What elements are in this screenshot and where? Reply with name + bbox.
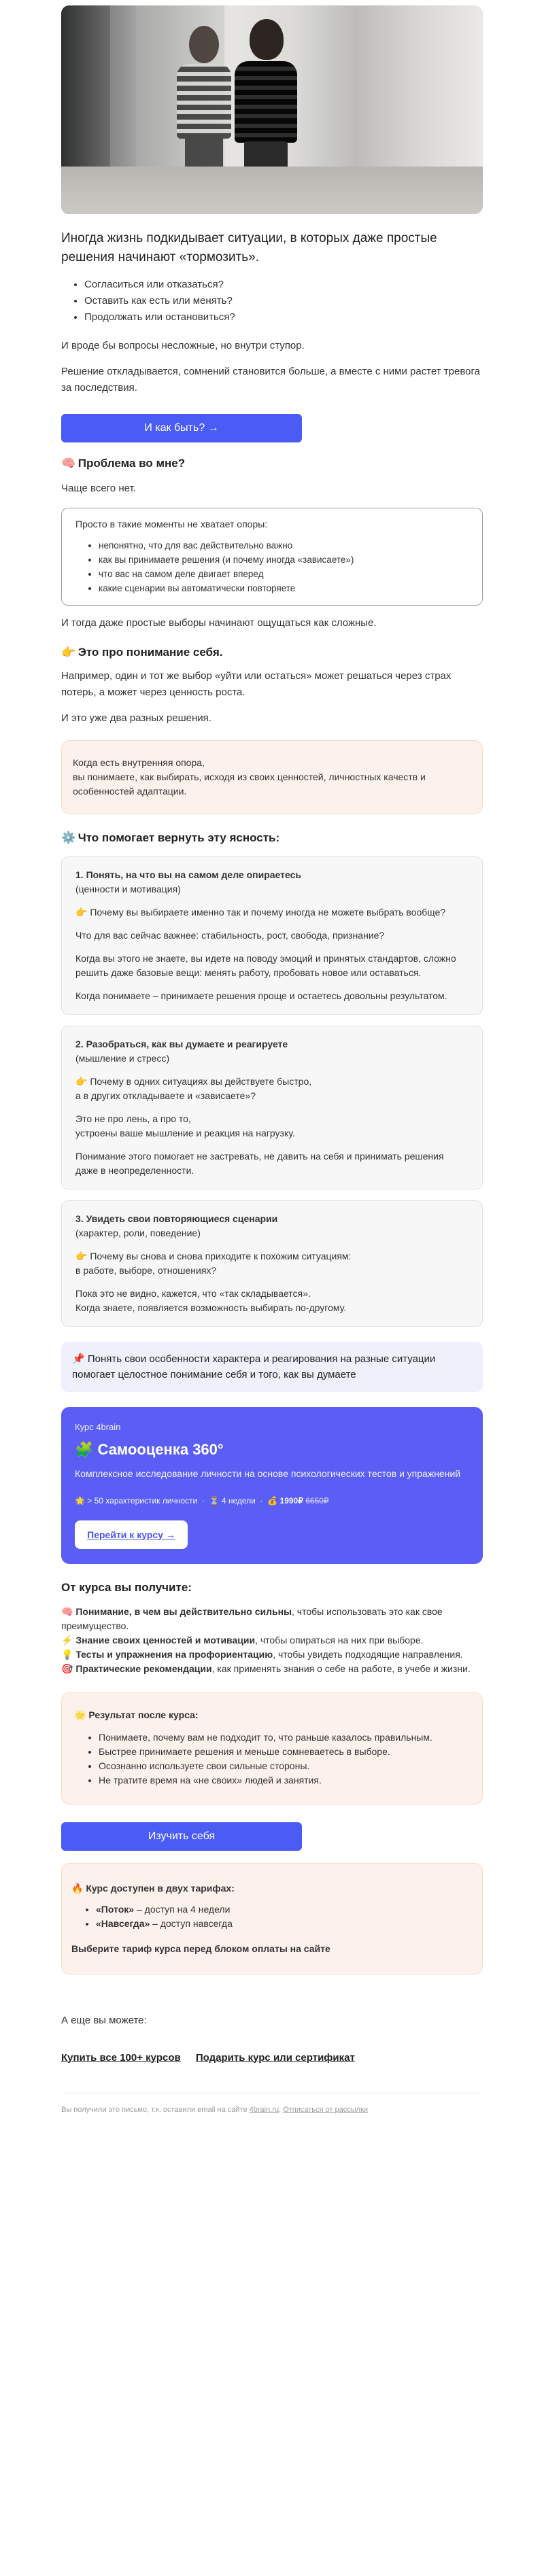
unsubscribe-link[interactable]: Отписаться от рассылки (283, 2106, 369, 2114)
list-item: • какие сценарии вы автоматически повторяете (99, 581, 469, 595)
cta-how-button[interactable]: И как быть? → (61, 414, 302, 442)
list-item: • Согласиться или отказаться? (84, 277, 483, 293)
course-card (61, 1407, 483, 1564)
list-item: • как вы принимаете решения (и почему иногда «зависаете») (99, 553, 469, 567)
problem-title: Проблема во мне? (78, 457, 186, 470)
support-box (61, 508, 483, 606)
intro-lead: Иногда жизнь подкидывает ситуации, в которых даже простые решения начинают «тормозить». (61, 231, 437, 264)
card-subtitle: (характер, роли, поведение) (75, 1228, 201, 1238)
intro-paragraph: Решение откладывается, сомнений становится больше, а вместе с ними растет тревога за последствия. (61, 366, 480, 394)
result-box (61, 1692, 483, 1805)
callout-line: вы понимаете, как выбирать, исходя из своих ценностей, личностных качеств и особенностей адаптации. (73, 771, 426, 797)
more-heading: А еще вы можете: (61, 2014, 147, 2026)
email-body (61, 0, 483, 2116)
card-question: 👉 Почему вы снова и снова приходите к похожим ситуациям: (75, 1251, 352, 1261)
outcome-bold: Практические рекомендации (75, 1663, 212, 1674)
problem-after: И тогда даже простые выборы начинают ощущаться как сложные. (61, 617, 377, 629)
clarity-card-2 (61, 1026, 483, 1189)
card-question: 👉 Почему вы выбираете именно так и почему иногда не можете выбрать вообще? (75, 907, 446, 918)
outcome-rest: , чтобы опираться на них при выборе. (255, 1634, 424, 1646)
list-item (61, 1648, 483, 1662)
understanding-title: Это про понимание себя. (78, 646, 223, 659)
clarity-heading (61, 829, 483, 847)
pointing-hand-icon: 👉 (61, 646, 76, 659)
support-list (99, 538, 469, 595)
outcome-bold: Знание своих ценностей и мотивации (75, 1634, 256, 1646)
intro-list (84, 277, 483, 326)
tariff-list (96, 1902, 470, 1931)
inner-support-callout (61, 740, 483, 814)
card-question-cont: в работе, выборе, отношениях? (75, 1265, 217, 1276)
tariff-heading (71, 1881, 470, 1896)
outcome-rest: , как применять знания о себе на работе, в учебе и жизни. (211, 1663, 471, 1674)
tariff-desc: – доступ на 4 недели (134, 1903, 231, 1915)
list-item: • Быстрее принимаете решения и меньше сомневаетесь в выборе. (99, 1745, 470, 1759)
brain-icon: 🧠 (61, 1605, 73, 1617)
course-description: Комплексное исследование личности на основе психологических тестов и упражнений (75, 1467, 461, 1479)
pin-icon: 📌 (72, 1353, 85, 1365)
card-paragraph: Это не про лень, а про то, (75, 1113, 191, 1124)
course-meta: 🌟 > 50 характеристик личности · ⏳ 4 недели · 💰 1990₽ 6650₽ (75, 1495, 329, 1505)
callout-line: Когда есть внутренняя опора, (73, 757, 205, 768)
list-item (96, 1917, 470, 1931)
outcome-rest: , чтобы увидеть подходящие направления. (273, 1648, 463, 1660)
course-name: Самооценка 360° (97, 1440, 224, 1458)
price-old: 6650₽ (305, 1495, 329, 1505)
tariff-box (61, 1863, 483, 1974)
card-paragraph: Что для вас сейчас важнее: стабильность, рост, свобода, признание? (75, 930, 385, 941)
list-item: • Осознанно используете свои сильные стороны. (99, 1759, 470, 1773)
tariff-name: «Поток» (96, 1903, 135, 1915)
outcome-rest: , чтобы использовать это как свое преимущество. (61, 1605, 443, 1631)
price-new: 1990₽ (279, 1495, 303, 1505)
card-title: 1. Понять, на что вы на самом деле опираетесь (75, 869, 301, 880)
card-paragraph: Когда понимаете – принимаете решения проще и остаетесь довольны результатом. (75, 990, 447, 1001)
footer: Вы получили это письмо, т.к. оставили email на сайте 4brain.ru. Отписаться от рассылки (61, 2093, 483, 2116)
list-item (61, 1633, 483, 1648)
clarity-card-3 (61, 1200, 483, 1327)
tariff-note: Выберите тариф курса перед блоком оплаты на сайте (71, 1943, 330, 1954)
tariff-desc: – доступ навсегда (150, 1917, 233, 1929)
outcomes-heading: От курса вы получите: (61, 1580, 192, 1594)
problem-text: Чаще всего нет. (61, 483, 136, 494)
traits-badge: 🌟 > 50 характеристик личности (75, 1495, 198, 1505)
course-kicker: Курс 4brain (75, 1422, 121, 1432)
tariff-title: Курс доступен в двух тарифах: (86, 1882, 235, 1894)
list-item: • Не тратите время на «не своих» людей и занятия. (99, 1773, 470, 1788)
lightning-icon: ⚡ (61, 1634, 73, 1646)
floor-shape (61, 167, 483, 214)
clarity-card-1 (61, 856, 483, 1015)
lightbulb-icon: 💡 (61, 1648, 73, 1660)
site-link[interactable]: 4brain.ru (249, 2106, 279, 2114)
star-icon: 🌟 (74, 1709, 86, 1720)
card-paragraph: устроены ваше мышление и реакция на нагрузку. (75, 1128, 295, 1138)
result-list (99, 1730, 470, 1788)
money-icon: 💰 (267, 1495, 278, 1505)
puzzle-icon: 🧩 (75, 1440, 94, 1458)
list-item: • Продолжать или остановиться? (84, 309, 483, 326)
go-to-course-button[interactable]: Перейти к курсу → (75, 1520, 188, 1549)
course-title (75, 1440, 469, 1460)
target-icon: 🎯 (61, 1663, 73, 1674)
support-box-intro: Просто в такие моменты не хватает опоры: (75, 519, 268, 529)
list-item (61, 1662, 483, 1676)
clarity-title: Что помогает вернуть эту ясность: (78, 831, 280, 844)
tariff-name: «Навсегда» (96, 1917, 150, 1929)
outcomes-list (61, 1605, 483, 1676)
hero-image (61, 5, 483, 214)
card-subtitle: (ценности и мотивация) (75, 884, 181, 894)
card-question: 👉 Почему в одних ситуациях вы действуете быстро, (75, 1076, 312, 1087)
result-heading (74, 1708, 470, 1722)
duration-badge: ⏳ 4 недели (209, 1495, 256, 1505)
list-item: • что вас на самом деле двигает вперед (99, 567, 469, 581)
brain-icon: 🧠 (61, 457, 76, 470)
list-item: • Оставить как есть или менять? (84, 293, 483, 309)
summary-text: Понять свои особенности характера и реагирования на разные ситуации помогает целостное понимание себя и того, как вы думаете (72, 1353, 436, 1380)
card-subtitle: (мышление и стресс) (75, 1053, 170, 1064)
list-item: • непонятно, что для вас действительно важно (99, 538, 469, 553)
card-title: 2. Разобраться, как вы думаете и реагируете (75, 1039, 288, 1049)
card-paragraph: Пока это не видно, кажется, что «так складывается». (75, 1288, 311, 1299)
buy-all-courses-link[interactable]: Купить все 100+ курсов (61, 2051, 181, 2064)
outcome-bold: Понимание, в чем вы действительно сильны (75, 1605, 292, 1617)
understanding-paragraph: Например, один и тот же выбор «уйти или остаться» может решаться через страх потерь, а может через ценность роста. (61, 670, 452, 698)
result-title: Результат после курса: (88, 1709, 199, 1720)
outcome-bold: Тесты и упражнения на профориентацию (75, 1648, 273, 1660)
list-item (96, 1902, 470, 1917)
footer-text: Вы получили это письмо, т.к. оставили email на сайте (61, 2106, 248, 2114)
card-title: 3. Увидеть свои повторяющиеся сценарии (75, 1213, 278, 1224)
card-paragraph: Когда знаете, появляется возможность выбирать по-другому. (75, 1302, 347, 1313)
gift-course-link[interactable]: Подарить курс или сертификат (195, 2051, 355, 2064)
problem-heading (61, 455, 483, 472)
list-item (61, 1605, 483, 1633)
summary-callout (61, 1342, 483, 1392)
list-item: • Понимаете, почему вам не подходит то, что раньше казалось правильным. (99, 1730, 470, 1745)
card-question-cont: а в других откладываете и «зависаете»? (75, 1090, 256, 1101)
understanding-heading (61, 644, 483, 661)
intro-paragraph: И вроде бы вопросы несложные, но внутри ступор. (61, 340, 305, 351)
card-paragraph: Когда вы этого не знаете, вы идете на поводу эмоций и принятых стандартов, сложно решить даже базовые вещи: менять работу, пробовать новое или оставаться. (75, 953, 456, 978)
gear-icon: ⚙️ (61, 831, 76, 844)
fire-icon: 🔥 (71, 1882, 84, 1894)
understanding-paragraph: И это уже два разных решения. (61, 712, 211, 724)
more-links (61, 2051, 483, 2066)
card-paragraph: Понимание этого помогает не застревать, не давить на себя и принимать решения даже в неопределенности. (75, 1151, 444, 1176)
study-yourself-button[interactable]: Изучить себя (61, 1822, 302, 1851)
